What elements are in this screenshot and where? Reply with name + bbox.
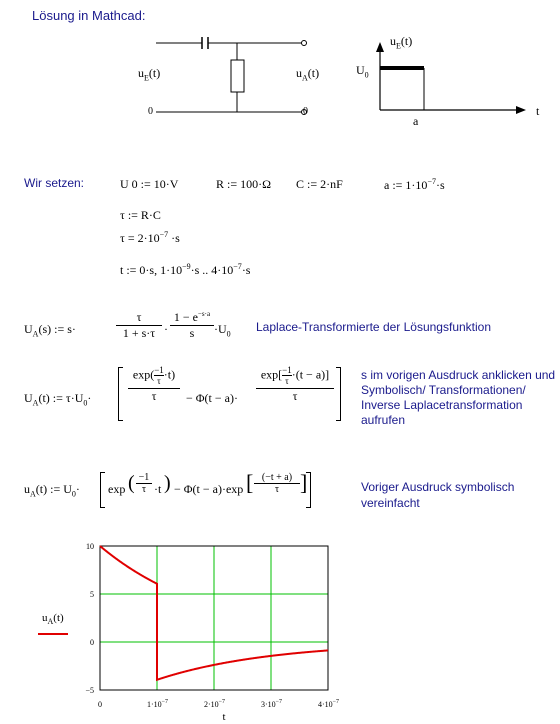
y-tick-label: −5	[85, 686, 94, 695]
inverse-comment: s im vorigen Ausdruck anklicken und Symbolisch/ Transformationen/ Inverse Laplacetransformation aufrufen	[361, 368, 556, 427]
pulse-level-label: $U_0$	[356, 63, 369, 80]
def-C: C := 2·nF	[296, 177, 343, 191]
inverse-expression: $U_A(t)$ := $\tau\cdot U_0\cdot$ exp( $\frac{-1}{\tau}$ ·t) τ − Φ(t − a)· exp[ $\frac{-1}{\tau}$ ·(t − a)] τ	[24, 365, 344, 425]
chart-legend-line	[38, 633, 68, 635]
tau-result: $\tau = 2\cdot 10^{-7} \cdot s$	[120, 230, 180, 245]
x-tick-label: $4\cdot 10^{-7}$	[318, 699, 340, 709]
x-tick-label: $1\cdot 10^{-7}$	[147, 699, 169, 709]
simplified-expression: $u_A(t)$ := $U_0\cdot$ exp ( −1 τ ·t ) − Φ(t − a)·exp [ (−t + a) τ ]	[24, 470, 314, 510]
x-tick-label: $2\cdot 10^{-7}$	[204, 699, 226, 709]
setzen-label: Wir setzen:	[24, 176, 85, 190]
def-a: a := $1\cdot 10^{-7}\cdot s$	[384, 177, 445, 192]
def-U0: U 0 := 10·V	[120, 177, 179, 191]
def-tau: τ := R·C	[120, 208, 161, 222]
y-tick-label: 10	[86, 542, 94, 551]
def-t-range: t := 0·s, $1\cdot 10^{-9}\cdot s$ .. $4\cdot 10^{-7}\cdot s$	[120, 262, 251, 277]
terminal-icon	[302, 41, 307, 46]
voltage-chart	[80, 540, 360, 720]
y-tick-label: 0	[90, 638, 94, 647]
arrow-right-icon	[516, 106, 526, 114]
x-tick-label: 0	[98, 700, 102, 709]
pulse-t-label: t	[536, 104, 540, 118]
page-heading: Lösung in Mathcad:	[32, 8, 146, 23]
x-axis-label: t	[222, 711, 226, 720]
circuit-zero-left: 0	[148, 106, 153, 117]
pulse-y-label: $u_E(t)$	[390, 34, 413, 51]
y-tick-label: 5	[90, 590, 94, 599]
arrow-up-icon	[376, 42, 384, 52]
x-tick-label: $3\cdot 10^{-7}$	[261, 699, 283, 709]
resistor-icon	[231, 60, 244, 92]
def-R: R := 100·Ω	[216, 177, 272, 191]
circuit-output-label: $u_A(t)$	[296, 66, 320, 83]
laplace-comment: Laplace-Transformierte der Lösungsfunktion	[256, 320, 492, 334]
pulse-a-label: a	[413, 114, 419, 128]
chart-y-label: $u_A(t)$	[42, 612, 64, 627]
circuit-input-label: $u_E(t)$	[138, 66, 161, 83]
simplified-comment: Voriger Ausdruck symbolisch vereinfacht	[361, 480, 515, 510]
circuit-zero-right: 0	[303, 106, 308, 117]
pulse-diagram	[370, 40, 540, 125]
